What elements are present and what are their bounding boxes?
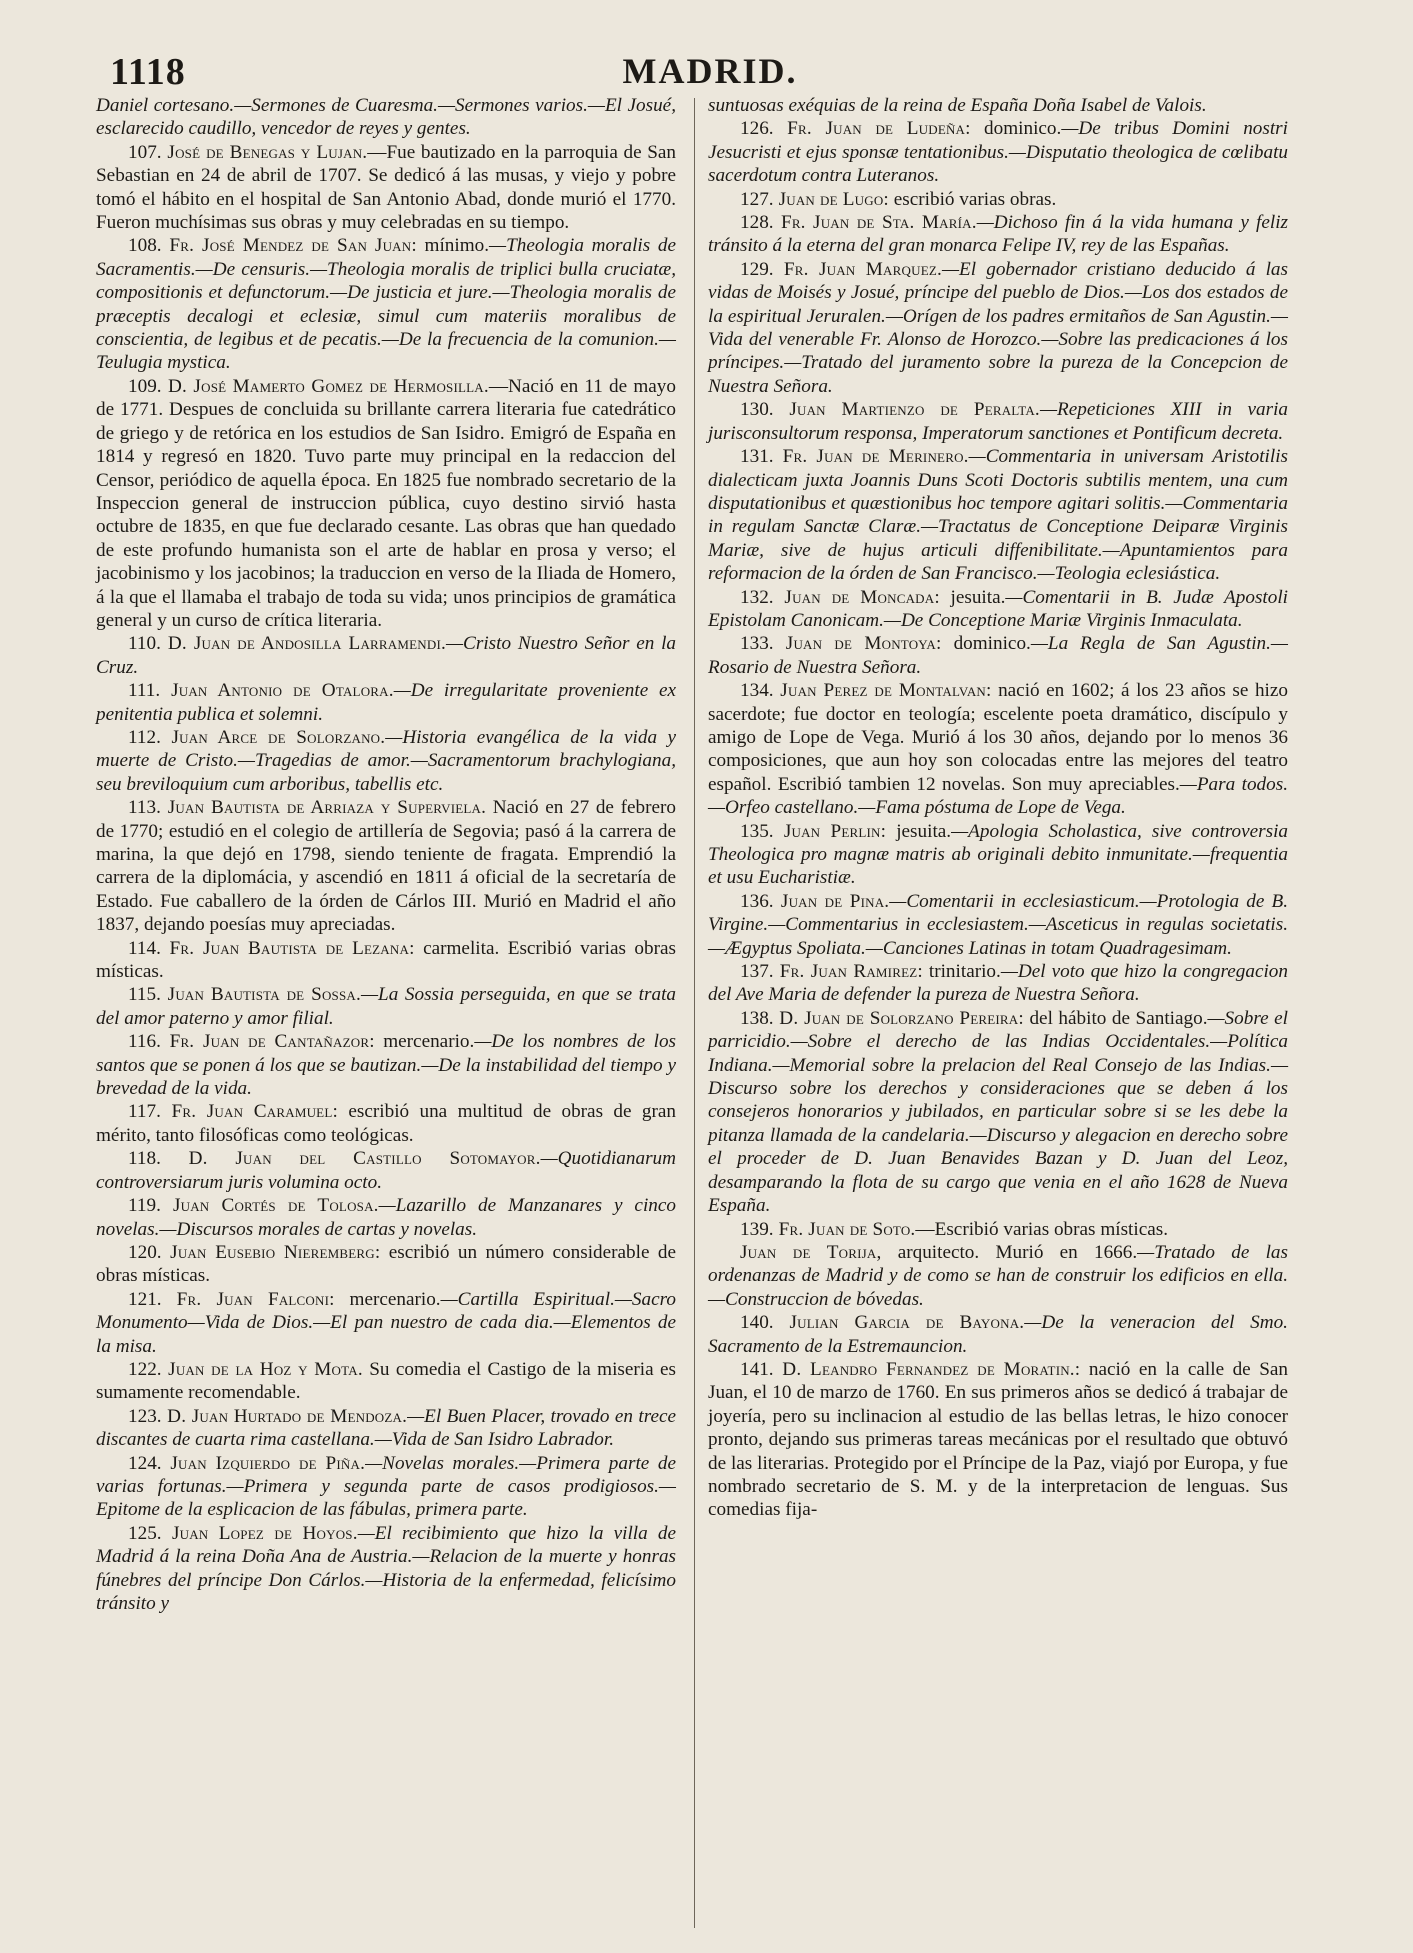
entry [96,141,676,235]
entry-titles: —Comentarii in ecclesiasticum.—Protologia de B. Virgine.—Commentarius in ecclesiastem.—Asceticus in regulas societatis.—Ægyptus Spoliata.—Canciones Latinas in totam Quadragesimam. [708,890,1288,959]
entry [96,1030,676,1100]
entry-author: Fr. Juan Bautista de Lezana: [160,937,415,959]
entry-number: 137. [740,961,774,983]
entry-number: 124. [128,1452,162,1474]
entry [708,960,1288,1007]
left-column [96,94,676,1615]
entry-text: escribió un número considerable de obras místicas. [96,1241,676,1287]
entry-number: 114. [128,937,161,959]
entry-titles: —Cartilla Espiritual.—Sacro Monumento—Vida de Dios.—El pan nuestro de cada dia.—Elementos de la misa. [96,1288,676,1357]
entry-author: Juan Eusebio Nieremberg: [161,1241,381,1263]
entry-author: Juan Perez de Montalvan: [773,680,992,702]
entry [708,1311,1288,1358]
entry-author: Juan de Lugo: [773,188,889,210]
entry [96,726,676,796]
entry [708,445,1288,585]
entry-titles: —Cristo Nuestro Señor en la Cruz. [96,633,676,678]
column-divider [694,98,695,1928]
entry-number: 120. [128,1241,162,1263]
entry [708,586,1288,633]
entry [96,983,676,1030]
entry [708,1358,1288,1522]
entry [96,1358,676,1405]
entry [96,1241,676,1288]
entry-number: 132. [740,586,774,608]
entry-titles: —Comentarii in B. Judæ Apostoli Epistolam Canonicam.—De Conceptione Mariæ Virginis Inmaculata. [708,586,1288,631]
entry-text: del hábito de Santiago. [1023,1007,1208,1029]
entry-text: trinitario. [922,961,1001,983]
entry-author: Juan Bautista de Arriaza y Superviela. [160,797,487,819]
entry-author: Juan Martienzo de Peralta. [773,399,1040,421]
entry [708,117,1288,187]
entry-titles: —Commentaria in universam Aristotilis dialecticam juxta Joannis Duns Scoti Doctoris subtilis mentem, una cum disputationibus et quæstionibus hoc tempore agitari solitis.—Commentaria in regulam Sanctæ Claræ.—Tractatus de Conceptione Deiparæ Virginis Mariæ, sive de hujus articuli diffenibilitate.—Apuntamientos para reformacion de la órden de San Francisco.—Teologia eclesiástica. [708,446,1289,585]
running-title: MADRID. [622,51,798,91]
entry-number: 123. [128,1405,162,1427]
entry-titles: —Quotidianarum controversiarum juris volumina octo. [96,1148,676,1193]
entry-number: 112. [128,726,161,748]
entry-titles: —Apologia Scholastica, sive controversia Theologica pro magnæ matris ab originali debito inmunitate.—frequentia et usu Eucharistiæ. [708,820,1289,889]
entry-titles: —Historia evangélica de la vida y muerte de Cristo.—Tragedias de amor.—Sacramentorum brachylogiana, seu breviloquium cum arboribus, tabellis etc. [96,726,676,795]
entry-text: arquitecto. Murió en 1666. [881,1241,1138,1263]
entry-author: D. Juan Hurtado de Mendoza. [161,1405,408,1427]
entry-titles: suntuosas exéquias de la reina de España Doña Isabel de Valois. [708,95,1207,116]
entry-text: mercenario. [374,1031,475,1053]
entry-number: 126. [740,118,774,140]
entry-text: nació en 1602; á los 23 años se hizo sacerdote; fue doctor en teología; escelente poeta dramático, discípulo y amigo de Lope de Vega. Murió á los 30 años, dejando por lo menos 36 composiciones, que aun hoy son colocadas entre las mejores del teatro español. Escribió tambien 12 novelas. Son muy apreciables. [708,680,1288,795]
entry-number: 117. [128,1101,161,1123]
entry-titles: Daniel cortesano.—Sermones de Cuaresma.—Sermones varios.—El Josué, esclarecido caudillo, vencedor de reyes y gentes. [96,95,676,140]
entry-number: 107. [128,141,162,163]
entry-text: escribió una multitud de obras de gran mérito, tanto filosóficas como teológicas. [96,1101,676,1146]
entry-number: 141. [740,1358,774,1380]
entry-author: D. Juan de Andosilla Larramendi. [160,633,446,655]
entry [96,937,676,984]
entry-author: Julian Garcia de Bayona. [773,1312,1025,1334]
entry-author: D. Juan del Castillo Sotomayor. [160,1148,541,1170]
entry-author: Fr. Juan Falconi: [161,1288,335,1310]
entry-text: —Nació en 11 de mayo de 1771. Despues de concluida su brillante carrera literaria fue catedrático de griego y de retórica en los estudios de San Isidro. Emigró de España en 1814 y regresó en 1820. Tuvo parte muy principal en la redaccion del Censor, periódico de aquella época. En 1825 fue nombrado secretario de la Inspeccion general de instruccion pública, cuyo destino sirvió hasta octubre de 1835, en que fue declarado cesante. Las obras que han quedado de este profundo humanista son el arte de hablar en prosa y verso; el jacobinismo y los jacobinos; la traduccion en verso de la Iliada de Homero, á la que el llamaba el trabajo de toda su vida; unos principios de gramática general y un curso de crítica literaria. [96,375,676,631]
entry-author: D. Juan de Solorzano Pereira: [773,1007,1024,1029]
entry-number: 138. [740,1007,774,1029]
entry-number: 130. [740,399,774,421]
entry-text: Su comedia el Castigo de la miseria es sumamente recomendable. [96,1358,677,1404]
entry-number: 109. [128,375,162,397]
entry-text: mínimo. [416,235,490,257]
entry [96,1288,676,1358]
entry-titles: —Theologia moralis de Sacramentis.—De censuris.—Theologia moralis de triplici bulla cruciatæ, compositionis et defunctorum.—De justicia et jure.—Theologia moralis de præceptis decalogi et eclesiæ, simul cum materiis moralibus de conscientia, de legibus et de pecatis.—De la frecuencia de la comunion.—Teulugia mystica. [96,235,676,374]
entry [96,632,676,679]
entry-titles: —De irregularitate proveniente ex penitentia publica et solemni. [96,680,676,725]
entry-titles: —Tratado de las ordenanzas de Madrid y de como se han de construir los edificios en ella.—Construccion de bóvedas. [708,1241,1288,1310]
entry-author: Juan de Montoya: [773,633,942,655]
entry-author: Juan Perlin: [773,820,887,842]
entry-text: dominico. [970,118,1062,140]
entry-author: Fr. Juan de Merinero. [773,446,969,468]
entry-text: carmelita. Escribió varias obras místicas. [96,937,676,983]
entry [708,211,1288,258]
entry-titles: —Del voto que hizo la congregacion del Ave Maria de defender la pureza de Nuestra Señora. [708,961,1288,1006]
entry-titles: —La Sossia perseguida, en que se trata del amor paterno y amor filial. [96,984,676,1029]
entry-author: Fr. Juan Ramirez: [773,961,923,983]
entry-number: 131. [740,446,774,468]
entry-titles: —Repeticiones XIII in varia jurisconsultorum responsa, Imperatorum sanctiones et Pontificum decreta. [708,399,1289,444]
entry-number: 115. [128,984,161,1006]
entry-number: 133. [740,633,774,655]
entry-number: 116. [128,1031,161,1053]
entry [708,1218,1288,1241]
page-number: 1118 [110,51,186,93]
entry-author: Juan de Pina. [773,890,890,912]
entry [708,820,1288,890]
entry-titles: —Para todos.—Orfeo castellano.—Fama póstuma de Lope de Vega. [708,773,1288,819]
entry-author: Juan Bautista de Sossa. [160,984,361,1006]
entry-number: 134. [740,680,774,702]
entry-author: Juan Lopez de Hoyos. [161,1522,358,1544]
entry [708,679,1288,819]
entry-author: Juan Antonio de Otalora. [160,680,394,702]
entry [708,1007,1288,1218]
page-header [110,50,1310,94]
entry-titles: —El Buen Placer, trovado en trece discantes de cuarta rima castellana.—Vida de San Isidro Labrador. [96,1405,676,1451]
entry-number: 122. [128,1358,162,1380]
entry-titles: —El recibimiento que hizo la villa de Madrid á la reina Doña Ana de Austria.—Relacion de la muerte y honras fúnebres del príncipe Don Cárlos.—Historia de la enfermedad, felicísimo tránsito y [96,1522,676,1614]
right-column [708,94,1288,1522]
entry-text: Nació en 27 de febrero de 1770; estudió en el colegio de artillería de Segovia; pasó á la carrera de marina, la que dejó en 1798, siendo teniente de fragata. Emprendió la carrera de la diplomácia, y ascendió en 1811 á oficial de la secretaría de Estado. Fue caballero de la órden de Cárlos III. Murió en Madrid el año 1837, dejando poesías muy apreciadas. [96,797,676,936]
entry [96,1522,676,1616]
entry-number: 139. [740,1218,774,1240]
entry-text: —Escribió varias obras místicas. [915,1218,1168,1240]
entry-text: nació en la calle de San Juan, el 10 de marzo de 1760. En sus primeros años se dedicó á trabajar de joyería, pero su inclinacion al estudio de las bellas letras, le hizo conocer pronto, dejando sus primeras tareas mecánicas por el resultado que obtuvó de las literarias. Protegido por el Príncipe de la Paz, viajó por Europa, y fue nombrado secretario de S. M. y de la interpretacion de lenguas. Sus comedias fija- [708,1358,1288,1521]
entry [96,1147,676,1194]
entry-text: dominico. [941,633,1031,655]
entry [96,234,676,374]
entry-titles: —Lazarillo de Manzanares y cinco novelas.—Discursos morales de cartas y novelas. [96,1195,676,1240]
entry-author: Fr. Juan de Cantañazor: [160,1031,375,1053]
entry-number: 118. [128,1148,161,1170]
entry [96,796,676,936]
entry-titles: —El gobernador cristiano deducido á las vidas de Moisés y Josué, príncipe del pueblo de Dios.—Los dos estados de la espiritual Jeruralen.—Orígen de los padres ermitaños de San Agustin.—Vida del venerable Fr. Alonso de Horozco.—Sobre las predicaciones á los príncipes.—Tratado del juramento sobre la pureza de la Concepcion de Nuestra Señora. [708,258,1288,397]
entry [96,375,676,632]
entry [96,1452,676,1522]
entry [708,632,1288,679]
entry-titles: —De la veneracion del Smo. Sacramento de la Estremauncion. [708,1312,1288,1357]
entry [708,258,1288,398]
entry-number: 113. [128,797,161,819]
entry-number: 111. [128,680,161,702]
entry-author: Juan de Moncada: [773,586,940,608]
entry-titles: —Sobre el parricidio.—Sobre el derecho de las Indias Occidentales.—Política Indiana.—Memorial sobre la prelacion del Real Consejo de las Indias.—Discurso sobre los derechos y consideraciones que se deben á los consejeros honorarios y jubilados, en particular sobre si se les debe la pitanza llamada de la candelaria.—Discurso y alegacion en derecho sobre el proceder de D. Juan Benavides Bazan y D. Juan del Leoz, desamparando la flota de su cargo que venia en el año 1628 de Nueva España. [708,1007,1288,1217]
entry-author: Fr. Juan de Sta. María. [773,212,977,234]
entry-number: 121. [128,1288,162,1310]
entry-titles: —De tribus Domini nostri Jesucristi et ejus sponsæ tentationibus.—Disputatio theologica de cœlibatu sacerdotum contra Luteranos. [708,118,1288,187]
entry-text: —Fue bautizado en la parroquia de San Sebastian en 24 de abril de 1707. Se dedicó á las musas, y viejo y pobre tomó el hábito en el hospital de San Antonio Abad, donde murió el 1770. Fueron muchísimas sus obras y muy celebradas en su tiempo. [96,141,677,234]
entry-number: 129. [740,258,774,280]
entry-number: 136. [740,890,774,912]
entry-text: jesuita. [886,820,952,842]
entry-author: Juan Cortés de Tolosa. [160,1195,379,1217]
entry-author: Fr. Juan de Ludeña: [773,118,971,140]
entry [708,890,1288,960]
entry [96,679,676,726]
entry [96,1194,676,1241]
entry-author: Fr. José Mendez de San Juan: [161,235,417,257]
entry-author: Juan Izquierdo de Piña. [161,1452,366,1474]
entry-number: 125. [128,1522,162,1544]
entry-number: 135. [740,820,774,842]
entry-number: 108. [128,235,162,257]
entry-titles: —La Regla de San Agustin.—Rosario de Nuestra Señora. [708,633,1288,678]
entry [96,1405,676,1452]
entry-number: 128. [740,212,774,234]
entry-number: 119. [128,1195,161,1217]
entry [708,1241,1288,1311]
entry-author: Fr. Juan Marquez. [773,258,942,280]
entry-author: José de Benegas y Lujan. [161,141,368,163]
entry-author: Juan de la Hoz y Mota. [161,1358,363,1380]
entry [708,188,1288,211]
entry-author: D. Leandro Fernandez de Moratin.: [773,1358,1081,1380]
entry-author: Fr. Juan de Soto. [773,1218,916,1240]
entry-text: mercenario. [334,1288,441,1310]
entry-author: D. José Mamerto Gomez de Hermosilla. [161,375,489,397]
entry [708,94,1288,117]
entry-author: Juan de Torija, [740,1241,882,1263]
entry [96,94,676,141]
entry-titles: —De los nombres de los santos que se ponen á los que se bautizan.—De la instabilidad del tiempo y brevedad de la vida. [96,1031,677,1100]
entry-titles: —Novelas morales.—Primera parte de varias fortunas.—Primera y segunda parte de casos prodigiosos.—Epitome de la esplicacion de las fábulas, primera parte. [96,1452,676,1521]
entry-text: escribió varias obras. [888,188,1057,210]
entry-titles: —Dichoso fin á la vida humana y feliz tránsito á la eterna del gran monarca Felipe IV, rey de las Españas. [708,212,1288,257]
entry-text: jesuita. [939,586,1006,608]
entry-number: 127. [740,188,774,210]
entry-author: Juan Arce de Solorzano. [160,726,386,748]
entry-number: 140. [740,1312,774,1334]
entry-number: 110. [128,633,161,655]
entry [708,398,1288,445]
entry [96,1100,676,1147]
entry-author: Fr. Juan Caramuel: [160,1101,338,1123]
